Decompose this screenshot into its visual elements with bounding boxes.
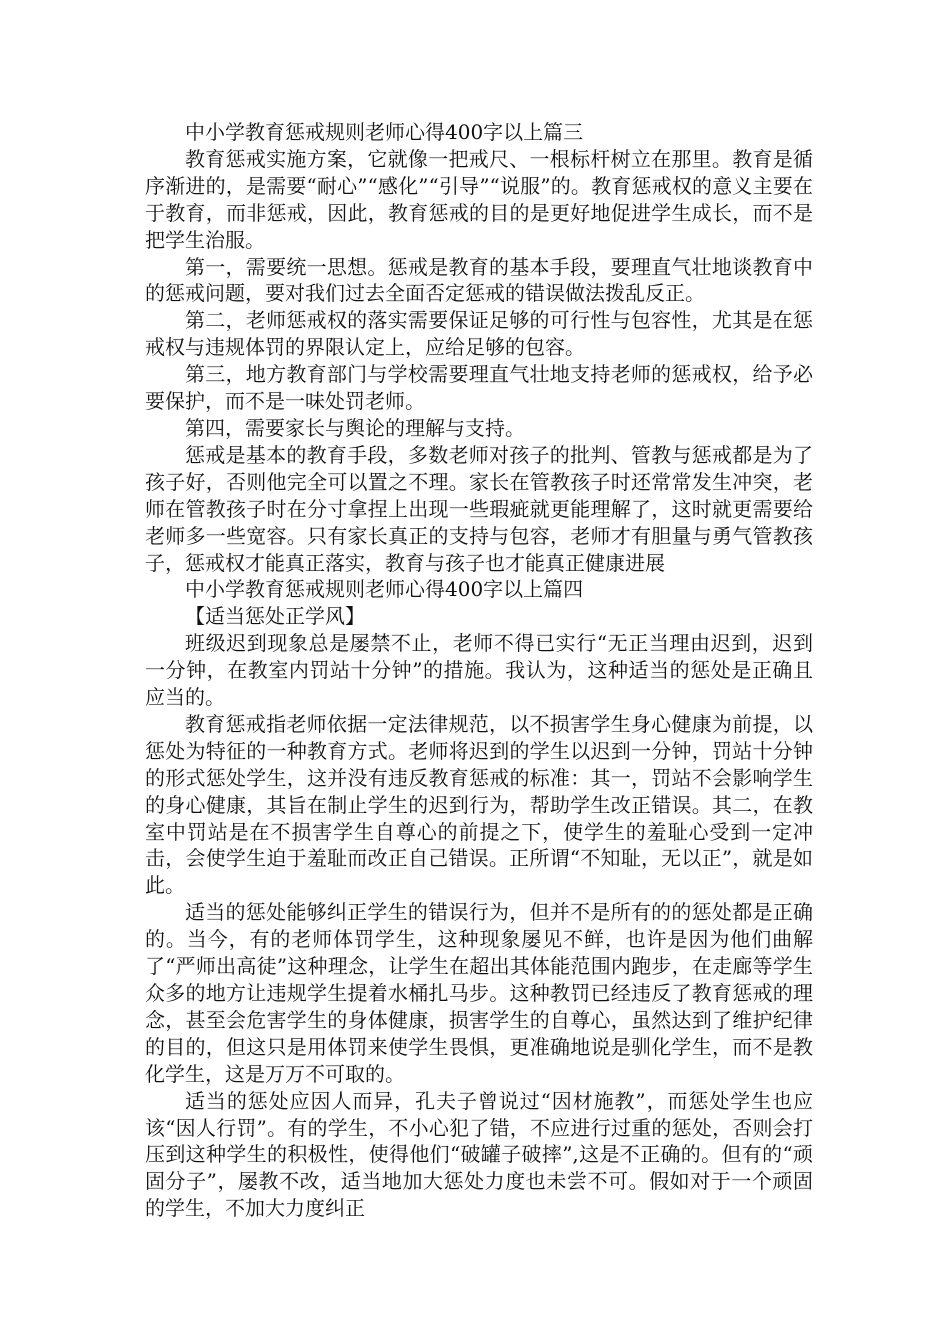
body-paragraph: 第二，老师惩戒权的落实需要保证足够的可行性与包容性，尤其是在惩戒权与违规体罚的界限认定上，应给足够的包容。 [145, 308, 813, 360]
section-heading: 中小学教育惩戒规则老师心得400字以上篇四 [185, 577, 584, 602]
section-heading: 中小学教育惩戒规则老师心得400字以上篇三 [185, 120, 584, 144]
body-paragraph: 教育惩戒实施方案，它就像一把戒尺、一根标杆树立在那里。教育是循序渐进的，是需要“耐心”“感化”“引导”“说服”的。教育惩戒权的意义主要在于教育，而非惩戒，因此，教育惩戒的目的是更好地促进学生成长，而不是把学生治服。 [145, 146, 813, 252]
body-paragraph: 第三，地方教育部门与学校需要理直气壮地支持老师的惩戒权，给予必要保护，而不是一味处罚老师。 [145, 362, 813, 414]
body-paragraph: 惩戒是基本的教育手段，多数老师对孩子的批判、管教与惩戒都是为了孩子好，否则他完全可以置之不理。家长在管教孩子时还常常发生冲突，老师在管教孩子时在分寸拿捏上出现一些瑕疵就更能理解了，这时就更需要给老师多一些宽容。只有家长真正的支持与包容，老师才有胆量与勇气管教孩子，惩戒权才能真正落实，教育与孩子也才能真正健康进展 [145, 442, 813, 575]
body-paragraph: 适当的惩处应因人而异，孔夫子曾说过“因材施教”，而惩处学生也应该“因人行罚”。有的学生，不小心犯了错，不应进行过重的惩处，否则会打压到这种学生的积极性，使得他们“破罐子破摔”,这是不正确的。但有的“顽固分子”，屡教不改，适当地加大惩处力度也未尝不可。假如对于一个顽固的学生，不加大力度纠正 [145, 1088, 813, 1221]
body-paragraph: 第一，需要统一思想。惩戒是教育的基本手段，要理直气壮地谈教育中的惩戒问题，要对我们过去全面否定惩戒的错误做法拨乱反正。 [145, 254, 813, 306]
body-paragraph: 第四，需要家长与舆论的理解与支持。 [185, 415, 525, 440]
body-paragraph: 教育惩戒指老师依据一定法律规范，以不损害学生身心健康为前提，以惩处为特征的一种教育方式。老师将迟到的学生以迟到一分钟，罚站十分钟的形式惩处学生，这并没有违反教育惩戒的标准：其一，罚站不会影响学生的身心健康，其旨在制止学生的迟到行为，帮助学生改正错误。其二，在教室中罚站是在不损害学生自尊心的前提之下，使学生的羞耻心受到一定冲击，会使学生迫于羞耻而改正自己错误。正所谓“不知耻，无以正”，就是如此。 [145, 711, 813, 898]
section-subheading: 【适当惩处正学风】 [185, 604, 365, 629]
body-paragraph: 适当的惩处能够纠正学生的错误行为，但并不是所有的的惩处都是正确的。当今，有的老师体罚学生，这种现象屡见不鲜，也许是因为他们曲解了“严师出高徒”这种理念，让学生在超出其体能范围内跑步，在走廊等学生众多的地方让违规学生提着水桶扎马步。这种教罚已经违反了教育惩戒的理念，甚至会危害学生的身体健康，损害学生的自尊心，虽然达到了维护纪律的目的，但这只是用体罚来使学生畏惧，更准确地说是驯化学生，而不是教化学生，这是万万不可取的。 [145, 900, 813, 1086]
body-paragraph: 班级迟到现象总是屡禁不止，老师不得已实行“无正当理由迟到，迟到一分钟，在教室内罚站十分钟”的措施。我认为，这种适当的惩处是正确且应当的。 [145, 631, 813, 710]
document-page [145, 119, 813, 1222]
